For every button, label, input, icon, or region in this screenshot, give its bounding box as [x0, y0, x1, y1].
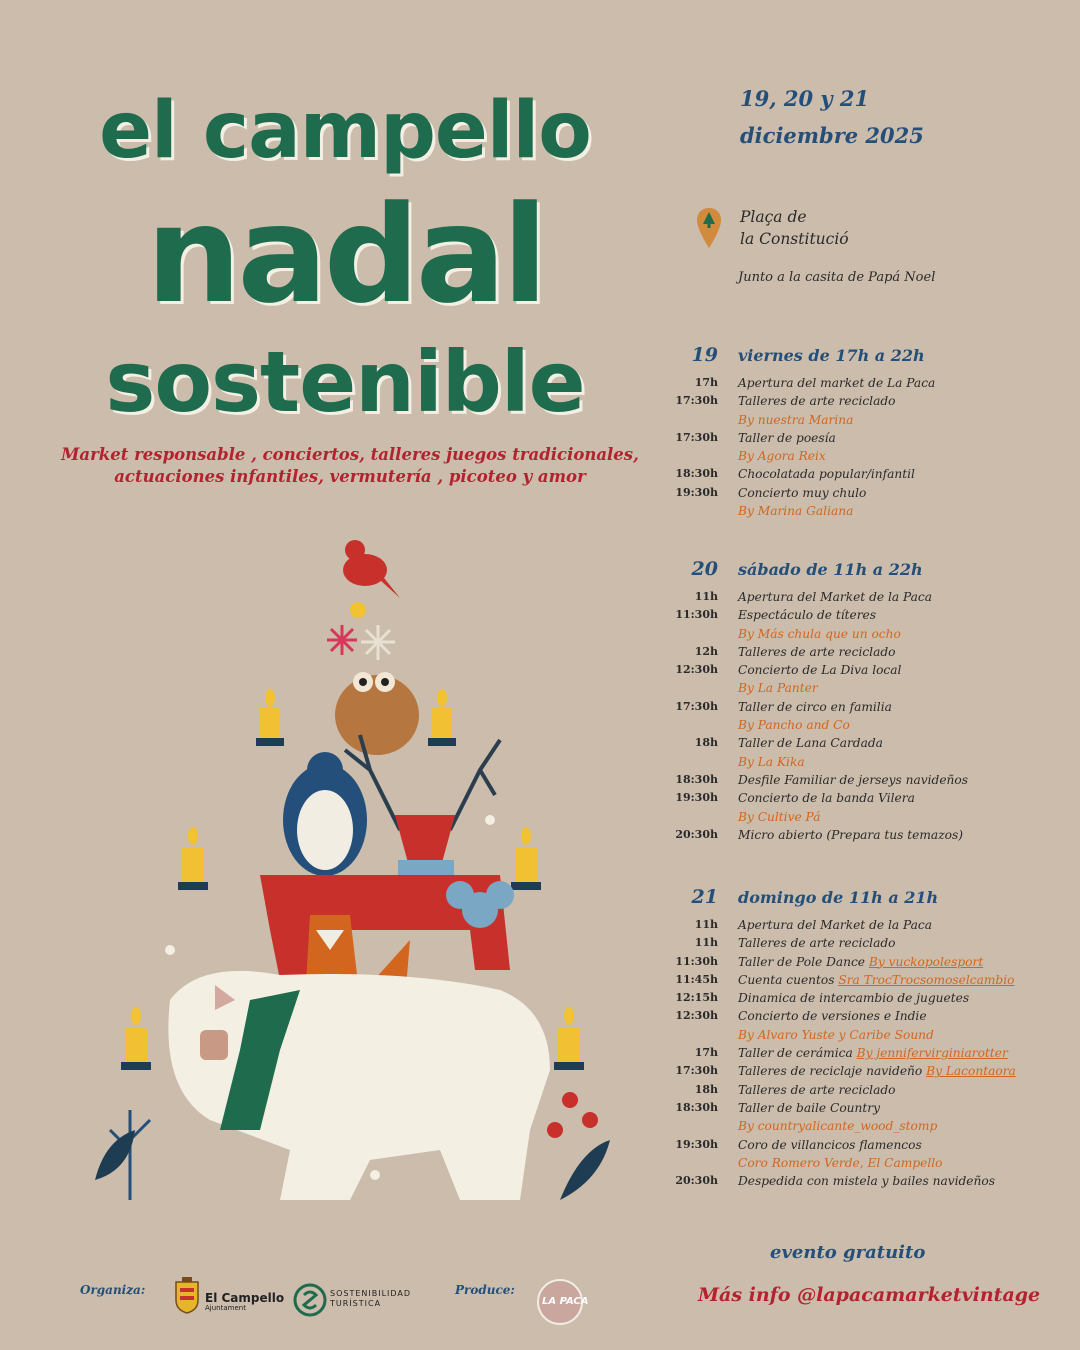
row-time: 12:15h	[675, 991, 718, 1005]
row-activity	[738, 1172, 995, 1190]
row-time: 17:30h	[675, 430, 718, 444]
day-label: sábado de 11h a 22h	[738, 560, 923, 579]
title-line-3: sostenible	[105, 333, 585, 431]
schedule-row	[640, 989, 1070, 1007]
activity-text: Taller de baile Country	[738, 1100, 880, 1115]
activity-credit-link[interactable]: By jennifervirginiarotter	[856, 1046, 1008, 1061]
row-time: 18h	[694, 1082, 718, 1096]
row-time: 18:30h	[675, 1100, 718, 1114]
activity-text: Talleres de arte reciclado	[738, 1082, 896, 1097]
dates-line-1: 19, 20 y 21	[740, 86, 870, 111]
schedule-row	[640, 1136, 1070, 1154]
schedule-row	[640, 808, 1070, 826]
row-credit: By countryalicante_wood_stomp	[738, 1119, 938, 1134]
row-credit: By nuestra Marina	[738, 412, 854, 427]
row-credit: By Alvaro Yuste y Caribe Sound	[738, 1027, 934, 1042]
activity-text: Concierto de versiones e Indie	[738, 1009, 927, 1024]
plant-icon	[547, 1092, 598, 1138]
schedule-row	[640, 392, 1070, 410]
schedule-row	[640, 971, 1070, 989]
row-time: 17h	[694, 376, 718, 389]
activity-text: Talleres de reciclaje navideño	[738, 1064, 927, 1079]
row-activity	[738, 1062, 1016, 1080]
penguin-icon	[283, 752, 367, 876]
schedule-row	[640, 1081, 1070, 1099]
schedule-row	[640, 1117, 1070, 1135]
row-time: 19:30h	[675, 1137, 718, 1151]
row-time	[640, 808, 718, 826]
row-activity	[738, 934, 895, 952]
row-time	[640, 411, 718, 429]
row-time: 11h	[694, 918, 718, 931]
activity-text: Apertura del Market de la Paca	[738, 918, 933, 932]
row-activity	[738, 771, 968, 789]
row-activity	[738, 661, 901, 679]
candle-icon	[428, 689, 456, 746]
activity-text: Taller de poesía	[738, 430, 836, 445]
row-credit: By La Kika	[738, 754, 805, 769]
animal-tree-illustration	[80, 530, 620, 1220]
el-campello-logo-name: El Campello	[205, 1291, 285, 1305]
activity-credit-link[interactable]: Sra TrocTrocsomoselcambio	[838, 972, 1015, 987]
day-header	[640, 886, 1070, 916]
activity-text: Apertura del market de La Paca	[738, 376, 936, 390]
row-time	[640, 502, 718, 520]
row-activity	[738, 916, 932, 934]
location-pin-icon	[696, 206, 722, 250]
schedule-row	[640, 625, 1070, 643]
row-activity	[738, 374, 935, 392]
schedule-row	[640, 734, 1070, 752]
activity-text: Talleres de arte reciclado	[738, 936, 896, 951]
activity-text: Apertura del Market de la Paca	[738, 590, 933, 604]
schedule-row	[640, 1154, 1070, 1172]
schedule-row	[640, 429, 1070, 447]
day-number: 19	[691, 344, 718, 366]
candle-icon	[511, 827, 541, 890]
schedule-row	[640, 588, 1070, 606]
venue-line-1: Plaça de	[740, 208, 807, 226]
day-schedule	[640, 344, 1070, 520]
candle-icon	[256, 689, 284, 746]
row-activity	[738, 789, 915, 807]
activity-credit-link[interactable]: By Lacontaora	[926, 1064, 1016, 1079]
row-time	[640, 625, 718, 643]
row-time	[640, 1117, 718, 1135]
row-activity	[738, 429, 836, 447]
activity-text: Micro abierto (Prepara tus temazos)	[738, 827, 963, 842]
dates-line-2: diciembre 2025	[740, 123, 924, 148]
row-credit: By La Panter	[738, 681, 818, 696]
tagline-line-1: Market responsable , conciertos, talleres juegos tradicionales,	[61, 445, 639, 464]
schedule-row	[640, 502, 1070, 520]
activity-text: Concierto de La Diva local	[738, 663, 902, 678]
schedule-row	[640, 789, 1070, 807]
row-activity	[738, 588, 932, 606]
candle-icon	[554, 1007, 584, 1070]
schedule-row	[640, 484, 1070, 502]
row-activity	[738, 989, 969, 1007]
row-activity	[738, 1007, 927, 1025]
day-number: 20	[691, 558, 718, 580]
row-credit: By Más chula que un ocho	[738, 626, 901, 641]
venue	[740, 206, 849, 250]
row-time: 17:30h	[675, 1064, 718, 1078]
activity-text: Cuenta cuentos	[738, 972, 839, 987]
schedule-row	[640, 606, 1070, 624]
schedule-row	[640, 771, 1070, 789]
deer-icon	[395, 815, 455, 876]
row-time	[640, 1026, 718, 1044]
activity-text: Desfile Familiar de jerseys navideños	[738, 772, 969, 787]
schedule-row	[640, 698, 1070, 716]
owl-icon	[335, 672, 419, 755]
activity-text: Talleres de arte reciclado	[738, 644, 896, 659]
schedule-row	[640, 447, 1070, 465]
candle-icon	[121, 1007, 151, 1070]
day-schedule	[640, 886, 1070, 1190]
schedule-row	[640, 1044, 1070, 1062]
row-time: 17h	[694, 1046, 718, 1060]
row-time	[640, 679, 718, 697]
row-activity	[738, 734, 883, 752]
tagline-line-2: actuaciones infantiles, vermutería , picoteo y amor	[114, 467, 586, 486]
row-credit: Coro Romero Verde, El Campello	[738, 1155, 943, 1170]
row-time: 18h	[694, 736, 718, 750]
row-activity	[738, 1044, 1008, 1062]
event-dates	[740, 80, 924, 154]
title-line-2: nadal	[145, 177, 545, 333]
more-info-handle[interactable]: Más info @lapacamarketvintage	[698, 1284, 1041, 1306]
schedule-row	[640, 1099, 1070, 1117]
row-time: 11:45h	[675, 972, 718, 986]
day-number: 21	[691, 886, 718, 908]
row-activity	[738, 826, 963, 844]
schedule-row	[640, 411, 1070, 429]
day-header	[640, 344, 1070, 374]
sostenibilidad-logo-icon	[293, 1283, 327, 1317]
venue-note: Junto a la casita de Papá Noel	[738, 270, 936, 285]
schedule-row	[640, 716, 1070, 734]
schedule-row	[640, 661, 1070, 679]
row-activity	[738, 484, 866, 502]
row-activity	[738, 971, 1014, 989]
venue-line-2: la Constitució	[740, 230, 849, 248]
row-activity	[738, 1136, 922, 1154]
row-time: 12:30h	[675, 663, 718, 677]
row-credit: By Agora Reix	[738, 449, 826, 464]
row-time: 19:30h	[675, 791, 718, 805]
row-activity	[738, 465, 915, 483]
day-header	[640, 558, 1070, 588]
activity-text: Concierto de la banda Vilera	[738, 791, 915, 806]
schedule-row	[640, 374, 1070, 392]
activity-text: Chocolatada popular/infantil	[738, 467, 915, 482]
organiza-label: Organiza:	[80, 1283, 146, 1297]
row-activity	[738, 698, 892, 716]
activity-text: Dinamica de intercambio de juguetes	[738, 991, 970, 1006]
row-time: 20:30h	[675, 1174, 718, 1188]
row-time: 12:30h	[675, 1009, 718, 1023]
day-schedule	[640, 558, 1070, 844]
free-event-label: evento gratuito	[770, 1242, 926, 1263]
activity-text: Talleres de arte reciclado	[738, 394, 896, 409]
star-icon	[350, 602, 366, 618]
schedule-row	[640, 1172, 1070, 1190]
schedule-row	[640, 465, 1070, 483]
lapaca-logo-text: LA PACA	[542, 1296, 589, 1307]
schedule-row	[640, 1062, 1070, 1080]
row-time: 20:30h	[675, 827, 718, 841]
row-activity	[738, 1081, 895, 1099]
row-time: 11h	[694, 590, 718, 603]
row-activity	[738, 392, 895, 410]
el-campello-shield-icon	[174, 1276, 200, 1314]
row-credit: By Pancho and Co	[738, 718, 850, 733]
el-campello-logo-sub: Ajuntament	[205, 1304, 246, 1312]
row-time: 18:30h	[675, 772, 718, 786]
row-activity	[738, 953, 983, 971]
row-time: 18:30h	[675, 467, 718, 481]
activity-text: Concierto muy chulo	[738, 485, 867, 500]
schedule-row	[640, 953, 1070, 971]
row-time	[640, 447, 718, 465]
day-label: viernes de 17h a 22h	[738, 346, 925, 365]
schedule-row	[640, 1007, 1070, 1025]
snowflake-icon	[327, 625, 357, 655]
row-credit: By Marina Galiana	[738, 504, 854, 519]
schedule-row	[640, 916, 1070, 934]
row-time: 12h	[694, 644, 718, 658]
row-activity	[738, 606, 876, 624]
schedule-row	[640, 826, 1070, 844]
schedule-row	[640, 643, 1070, 661]
snowflake-icon	[361, 625, 395, 660]
polar-bear-icon	[168, 971, 550, 1200]
row-time: 17:30h	[675, 394, 718, 408]
activity-text: Espectáculo de títeres	[738, 608, 877, 623]
cardinal-icon	[343, 540, 400, 598]
sostenibilidad-logo-text: SOSTENIBILIDAD TURÍSTICA	[330, 1289, 412, 1308]
row-time: 11h	[694, 936, 718, 950]
activity-text: Taller de Pole Dance	[738, 954, 869, 969]
row-credit: By Cultive Pá	[738, 809, 821, 824]
schedule-row	[640, 753, 1070, 771]
schedule-row	[640, 679, 1070, 697]
schedule-row	[640, 1026, 1070, 1044]
tagline	[60, 444, 640, 488]
activity-text: Taller de cerámica	[738, 1046, 857, 1061]
candle-icon	[178, 827, 208, 890]
row-time: 17:30h	[675, 699, 718, 713]
row-time: 11:30h	[675, 608, 718, 622]
day-label: domingo de 11h a 21h	[738, 888, 939, 907]
activity-text: Taller de circo en familia	[738, 699, 892, 714]
activity-text: Coro de villancicos flamencos	[738, 1137, 922, 1152]
row-time: 19:30h	[675, 485, 718, 499]
activity-text: Despedida con mistela y bailes navideños	[738, 1174, 995, 1189]
row-time	[640, 716, 718, 734]
title-line-1: el campello	[99, 86, 591, 176]
row-time	[640, 1154, 718, 1172]
row-time: 11:30h	[675, 954, 718, 968]
bear-nose	[200, 1030, 228, 1060]
activity-text: Taller de Lana Cardada	[738, 736, 883, 751]
row-time	[640, 753, 718, 771]
row-activity	[738, 1099, 880, 1117]
activity-credit-link[interactable]: By vuckopolesport	[868, 954, 984, 969]
row-activity	[738, 643, 895, 661]
schedule-row	[640, 934, 1070, 952]
produce-label: Produce:	[455, 1283, 515, 1297]
